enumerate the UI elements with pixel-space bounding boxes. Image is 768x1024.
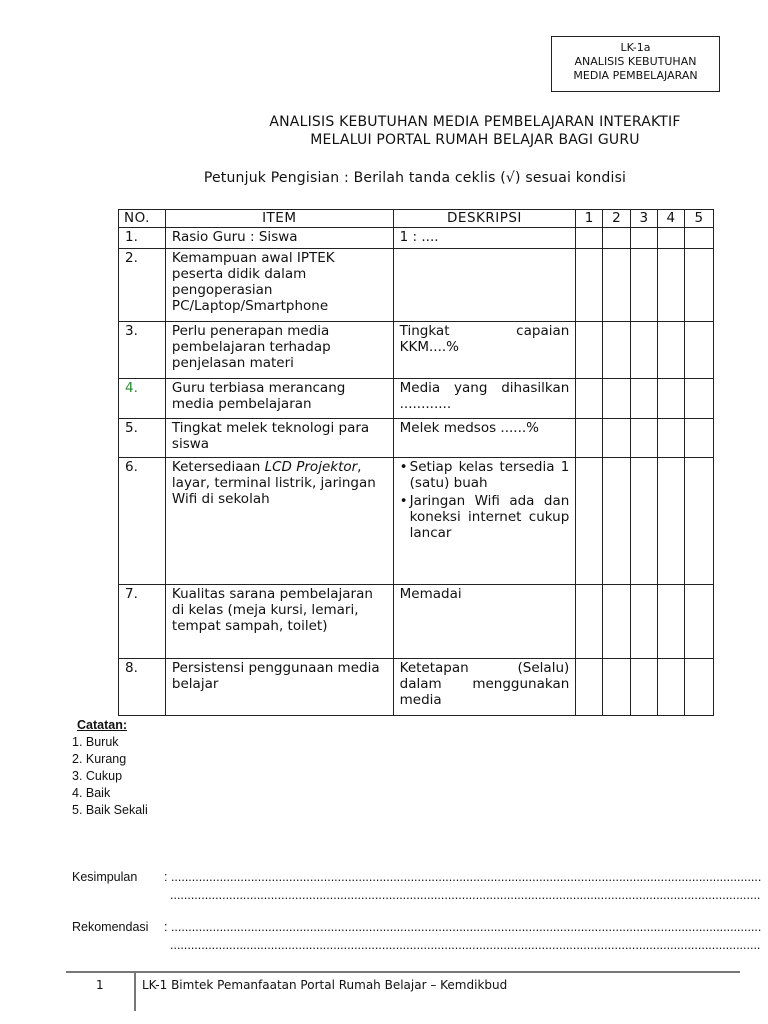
- score-cell-3[interactable]: [631, 249, 658, 322]
- row-item: Guru terbiasa merancang media pembelajaran: [165, 379, 393, 419]
- footer-text: LK-1 Bimtek Pemanfaatan Portal Rumah Belajar – Kemdikbud: [142, 978, 508, 992]
- footer-rule: [66, 971, 740, 973]
- score-cell-5[interactable]: [684, 458, 713, 585]
- conclusion-section: [72, 870, 761, 902]
- table-row: [119, 249, 714, 322]
- table-row: [119, 419, 714, 458]
- conclusion-label: Kesimpulan: [72, 870, 138, 884]
- score-cell-3[interactable]: [631, 458, 658, 585]
- row-number: 5.: [119, 419, 166, 458]
- bullet-item: • Setiap kelas tersedia 1 (satu) buah: [399, 459, 570, 491]
- row-description: Ketetapan (Selalu) dalam menggunakan media: [393, 659, 576, 716]
- document-code-box: [551, 36, 720, 92]
- row-description: Memadai: [393, 585, 576, 659]
- title-line-2: MELALUI PORTAL RUMAH BELAJAR BAGI GURU: [310, 132, 640, 148]
- row-number: 8.: [119, 659, 166, 716]
- page-number: 1: [96, 978, 104, 992]
- row-item: Tingkat melek teknologi para siswa: [165, 419, 393, 458]
- score-cell-3[interactable]: [631, 228, 658, 249]
- row-item: Persistensi penggunaan media belajar: [165, 659, 393, 716]
- score-cell-3[interactable]: [631, 379, 658, 419]
- score-cell-1[interactable]: [576, 249, 603, 322]
- recommendation-label: Rekomendasi: [72, 920, 149, 934]
- score-cell-2[interactable]: [603, 585, 631, 659]
- row-description: Tingkat capaian KKM....%: [393, 322, 576, 379]
- score-cell-2[interactable]: [603, 458, 631, 585]
- score-cell-4[interactable]: [658, 322, 685, 379]
- score-cell-1[interactable]: [576, 379, 603, 419]
- score-cell-2[interactable]: [603, 249, 631, 322]
- notes-item: 4. Baik: [72, 786, 111, 800]
- row-item: [165, 458, 393, 585]
- score-cell-4[interactable]: [658, 458, 685, 585]
- row-number: 3.: [119, 322, 166, 379]
- recommendation-section: [72, 920, 761, 952]
- score-cell-5[interactable]: [684, 228, 713, 249]
- notes-item: 5. Baik Sekali: [72, 803, 148, 817]
- document-code-line3: MEDIA PEMBELAJARAN: [573, 69, 698, 82]
- notes-item: 1. Buruk: [72, 735, 119, 749]
- document-title: [170, 113, 768, 149]
- score-cell-4[interactable]: [658, 585, 685, 659]
- recommendation-line-1[interactable]: : ..........................................................................................................................................................................: [164, 920, 762, 934]
- table-row: [119, 585, 714, 659]
- row-item-suffix: , layar, terminal listrik, jaringan Wifi di sekolah: [171, 459, 376, 507]
- score-cell-4[interactable]: [658, 379, 685, 419]
- notes-heading: Catatan:: [77, 718, 128, 732]
- title-line-1: ANALISIS KEBUTUHAN MEDIA PEMBELAJARAN INTERAKTIF: [269, 114, 681, 130]
- header-no: NO.: [119, 210, 166, 228]
- instruction-text: Petunjuk Pengisian : Berilah tanda ceklis (√) sesuai kondisi: [203, 170, 627, 186]
- score-cell-1[interactable]: [576, 458, 603, 585]
- row-description: Melek medsos ......%: [393, 419, 576, 458]
- table-row: [119, 228, 714, 249]
- score-cell-1[interactable]: [576, 585, 603, 659]
- header-deskripsi: DESKRIPSI: [393, 210, 576, 228]
- row-item: Rasio Guru : Siswa: [165, 228, 393, 249]
- row-item: Kualitas sarana pembelajaran di kelas (meja kursi, lemari, tempat sampah, toilet): [165, 585, 393, 659]
- description-bullet-list: [400, 459, 570, 541]
- table-header-row: [119, 210, 714, 228]
- row-number: 7.: [119, 585, 166, 659]
- document-code-line2: ANALISIS KEBUTUHAN: [574, 55, 697, 68]
- row-item-prefix: Ketersediaan: [171, 459, 265, 475]
- assessment-table: [118, 209, 714, 716]
- recommendation-line-2[interactable]: ..........................................................................................................................................................................: [170, 938, 761, 952]
- row-description: [393, 249, 576, 322]
- row-description: Media yang dihasilkan ............: [393, 379, 576, 419]
- notes-section: [72, 717, 148, 819]
- table-row: [119, 659, 714, 716]
- row-number: 2.: [119, 249, 166, 322]
- header-score-3: 3: [631, 210, 658, 228]
- score-cell-2[interactable]: [603, 322, 631, 379]
- header-item: ITEM: [165, 210, 393, 228]
- score-cell-4[interactable]: [658, 249, 685, 322]
- notes-item: 2. Kurang: [72, 752, 127, 766]
- score-cell-2[interactable]: [603, 228, 631, 249]
- table-row: [119, 458, 714, 585]
- score-cell-3[interactable]: [631, 322, 658, 379]
- bullet-item: • Jaringan Wifi ada dan koneksi internet cukup lancar: [399, 493, 570, 541]
- bullet-icon: •: [399, 493, 408, 509]
- score-cell-3[interactable]: [631, 585, 658, 659]
- header-score-2: 2: [603, 210, 631, 228]
- notes-item: 3. Cukup: [72, 769, 123, 783]
- score-cell-5[interactable]: [684, 419, 713, 458]
- row-number: 1.: [119, 228, 166, 249]
- row-description: [393, 458, 576, 585]
- score-cell-1[interactable]: [576, 419, 603, 458]
- conclusion-line-2[interactable]: ..........................................................................................................................................................................: [170, 888, 761, 902]
- row-number: 6.: [119, 458, 166, 585]
- score-cell-5[interactable]: [684, 585, 713, 659]
- row-item: Perlu penerapan media pembelajaran terhadap penjelasan materi: [165, 322, 393, 379]
- table-row: [119, 322, 714, 379]
- conclusion-line-1[interactable]: : ..........................................................................................................................................................................: [164, 870, 762, 884]
- score-cell-4[interactable]: [658, 659, 685, 716]
- header-score-1: 1: [576, 210, 603, 228]
- document-code: LK-1a: [620, 41, 651, 54]
- score-cell-4[interactable]: [658, 419, 685, 458]
- score-cell-2[interactable]: [603, 419, 631, 458]
- score-cell-5[interactable]: [684, 659, 713, 716]
- score-cell-1[interactable]: [576, 659, 603, 716]
- score-cell-1[interactable]: [576, 322, 603, 379]
- row-description: 1 : ....: [393, 228, 576, 249]
- footer-divider: [134, 971, 136, 1011]
- score-cell-3[interactable]: [631, 659, 658, 716]
- score-cell-2[interactable]: [603, 659, 631, 716]
- table-row: [119, 379, 714, 419]
- score-cell-1[interactable]: [576, 228, 603, 249]
- score-cell-3[interactable]: [631, 419, 658, 458]
- header-score-5: 5: [684, 210, 713, 228]
- score-cell-5[interactable]: [684, 249, 713, 322]
- header-score-4: 4: [658, 210, 685, 228]
- score-cell-2[interactable]: [603, 379, 631, 419]
- bullet-icon: •: [399, 459, 408, 475]
- row-item: Kemampuan awal IPTEK peserta didik dalam pengoperasian PC/Laptop/Smartphone: [165, 249, 393, 322]
- score-cell-4[interactable]: [658, 228, 685, 249]
- score-cell-5[interactable]: [684, 322, 713, 379]
- row-number: 4.: [119, 379, 166, 419]
- score-cell-5[interactable]: [684, 379, 713, 419]
- row-item-italic: LCD Projektor: [264, 459, 358, 475]
